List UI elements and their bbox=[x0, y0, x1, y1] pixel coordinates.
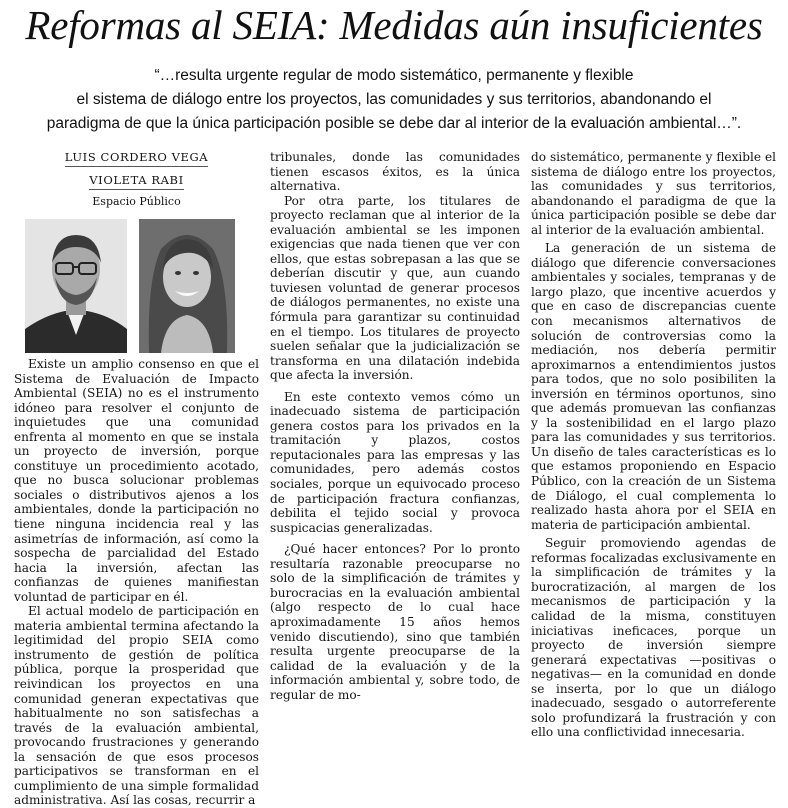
article-paragraph: En este contexto vemos cómo un inadecuado sistema de participación genera costos para los privados en la tramitación y plazos, costos reputacionales para las empresas y las comunidades, pero además costos sociales, porque un equivocado proceso de participación fractura confianzas, debilita el tejido social y provoca suspicacias generalizadas. bbox=[270, 389, 520, 535]
article-paragraph: El actual modelo de participación en materia ambiental termina afectando la legitimidad del propio SEIA como instrumento de gestión de política pública, porque la prosperidad que reivindican los proyectos en una comunidad generan expectativas que habitualmente no son satisfechas a través de la evaluación ambiental, provocando frustraciones y generando la sensación de que esos procesos participativos se transforman en el cumplimiento de una simple formalidad administrativa. Así las cosas, recurrir a bbox=[14, 604, 259, 808]
article-paragraph: tribunales, donde las comunidades tienen escasos éxitos, es la única alternativa. bbox=[270, 150, 520, 194]
pull-quote bbox=[0, 64, 788, 136]
article-paragraph: Existe un amplio consenso en que el Sistema de Evaluación de Impacto Ambiental (SEIA) no es el instrumento idóneo para resolver el conjunto de inquietudes que una comunidad enfrenta al momento en que se instala un proyecto de inversión, porque constituye un procedimiento acotado, que no busca solucionar problemas sociales o distributivos ajenos a los ambientales, donde la participación no tiene ninguna incidencia real y las asimetrías de información, así como la sospecha de parcialidad del Estado hacia la inversión, afectan las confianzas de quienes manifiestan voluntad de participar en él. bbox=[14, 218, 259, 604]
article-paragraph: La generación de un sistema de diálogo que diferencie conversaciones ambientales y sociales, tempranas y de largo plazo, que incentive acuerdos y que en caso de discrepancias cuente con mecanismos alternativos de solución de controversias como la mediación, nos debería permitir aproximarnos a entendimientos justos para todos, que no solo posibiliten la inversión en términos oportunos, sino que además promuevan las confianzas y la sostenibilidad en el largo plazo para las comunidades y sus territorios. Un diseño de tales características es lo que estamos proponiendo en Espacio Público, con la creación de un Sistema de Diálogo, el cual complementa lo realizado hasta ahora por el SEIA en materia de participación ambiental. bbox=[531, 241, 776, 532]
column-2 bbox=[270, 150, 520, 702]
column-1 bbox=[14, 150, 259, 808]
pull-quote-line: paradigma de que la única participación posible se debe dar al interior de la evaluación ambiental…”. bbox=[46, 115, 742, 132]
author-name: VIOLETA RABI bbox=[89, 173, 183, 190]
author-photo-violeta-rabi bbox=[139, 219, 235, 353]
byline bbox=[14, 150, 259, 218]
column-3 bbox=[531, 150, 776, 740]
author-name: LUIS CORDERO VEGA bbox=[65, 150, 208, 167]
author-photo-luis-cordero bbox=[25, 219, 127, 353]
article-paragraph: Seguir promoviendo agendas de reformas focalizadas exclusivamente en la simplificación de trámites y la burocratización, al margen de los mecanismos de participación y la calidad de la misma, constituyen iniciativas ineficaces, porque un proyecto de inversión siempre generará expectativas —positivas o negativas— en la comunidad en donde se inserta, por lo que un diálogo inadecuado, sesgado o autorreferente solo profundizará la frustración y con ello una conflictividad innecesaria. bbox=[531, 536, 777, 740]
article-paragraph: ¿Qué hacer entonces? Por lo pronto resultaría razonable preocuparse no solo de la simplificación de trámites y burocracias en la evaluación ambiental (algo respecto de lo cual hace aproximadamente 15 años hemos venido discutiendo), sino que también resulta urgente preocuparse de la calidad de la evaluación y de la información ambiental y, sobre todo, de regular de mo- bbox=[270, 542, 520, 702]
article-paragraph: do sistemático, permanente y flexible el sistema de diálogo entre los proyectos, las comunidades y sus territorios, abandonando el paradigma de que la única participación posible se debe dar al interior de la evaluación ambiental. bbox=[531, 150, 776, 237]
pull-quote-line: el sistema de diálogo entre los proyectos, las comunidades y sus territorios, abandonando el bbox=[76, 91, 712, 108]
article-paragraph: Por otra parte, los titulares de proyecto reclaman que al interior de la evaluación ambiental se les imponen exigencias que nada tienen que ver con ellos, que estas sobrepasan a las que se deberían discutir y que, aun cuando tuviesen voluntad de generar procesos de diálogos permanentes, no existe una fórmula para garantizar su continuidad en el tiempo. Los titulares de proyecto suelen señalar que la judicialización se transforma en una dilatación indebida que afecta la inversión. bbox=[270, 193, 520, 383]
article-title: Reformas al SEIA: Medidas aún insuficientes bbox=[25, 2, 763, 48]
pull-quote-line: “…resulta urgente regular de modo sistemático, permanente y flexible bbox=[154, 67, 634, 84]
author-affiliation: Espacio Público bbox=[92, 195, 181, 208]
author-photos bbox=[25, 219, 263, 355]
